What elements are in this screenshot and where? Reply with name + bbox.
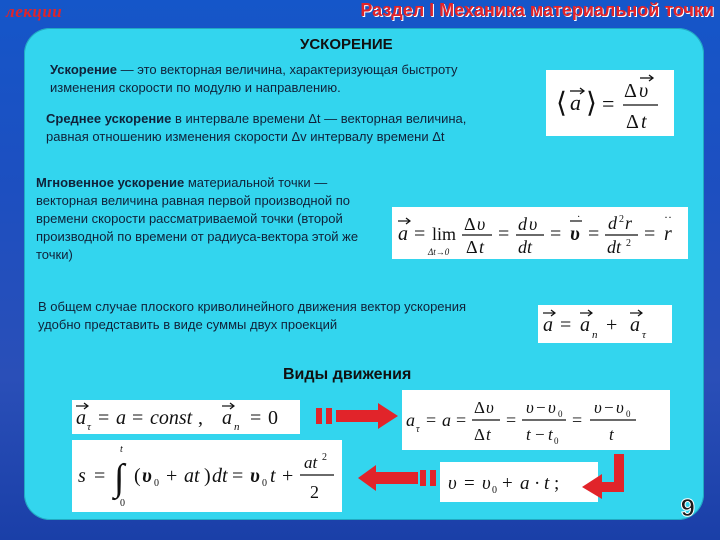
definition-acceleration-text: — это векторная величина, характеризующая быстроту изменения скорости по модулю и направлению. (50, 62, 458, 95)
svg-text:t: t (479, 237, 485, 257)
term-acceleration: Ускорение (50, 62, 118, 77)
svg-text:=: = (602, 91, 615, 116)
svg-text:Δ: Δ (474, 398, 485, 417)
svg-text:t: t (544, 473, 550, 494)
svg-text:2: 2 (619, 214, 624, 225)
svg-text:υ: υ (526, 398, 534, 417)
svg-text:=: = (426, 410, 437, 430)
svg-text:s: s (78, 465, 86, 487)
svg-text:dt: dt (212, 465, 228, 487)
svg-text:a: a (76, 407, 86, 429)
svg-text:dt: dt (607, 237, 622, 257)
svg-text:=: = (250, 407, 262, 429)
svg-text:a: a (442, 410, 451, 430)
svg-text:at: at (304, 453, 318, 472)
svg-text:υ: υ (639, 80, 649, 102)
svg-text:t: t (548, 425, 553, 444)
svg-text:Δt→0: Δt→0 (428, 247, 450, 257)
svg-text:): ) (204, 465, 211, 487)
svg-text:Δ: Δ (464, 214, 476, 234)
svg-text:a: a (520, 473, 530, 494)
svg-text:,: , (198, 407, 203, 429)
svg-text:υ: υ (482, 473, 491, 494)
page-number: 9 (680, 494, 696, 524)
svg-text:n: n (592, 329, 598, 341)
svg-text:=: = (550, 223, 562, 245)
svg-text:=: = (560, 314, 572, 336)
svg-text:r: r (625, 213, 633, 233)
svg-text:t: t (270, 465, 276, 487)
svg-text:−: − (604, 398, 614, 417)
svg-text:t: t (486, 425, 491, 444)
svg-text:Δ: Δ (474, 425, 485, 444)
svg-text:=: = (94, 465, 106, 487)
term-average-acceleration: Среднее ускорение (46, 111, 172, 126)
svg-text:2: 2 (322, 452, 327, 463)
svg-text:d: d (608, 213, 617, 233)
arrow-right-icon (316, 402, 400, 430)
svg-text:t: t (120, 444, 123, 455)
svg-text:0: 0 (626, 409, 631, 419)
svg-text:=: = (132, 407, 144, 429)
lecture-label: лекции (6, 2, 63, 21)
term-instant-acceleration: Мгновенное ускорение (36, 175, 185, 190)
svg-text:d: d (518, 214, 527, 234)
svg-text:+: + (282, 465, 294, 487)
svg-text:=: = (506, 410, 517, 430)
svg-text:·: · (534, 473, 541, 494)
svg-text:·: · (577, 212, 581, 223)
svg-text:0: 0 (558, 409, 563, 419)
definition-instant-acceleration (36, 174, 374, 264)
svg-text:0: 0 (154, 478, 159, 489)
svg-text:0: 0 (262, 478, 267, 489)
svg-text:=: = (572, 410, 583, 430)
definition-components: В общем случае плоского криволинейного движения вектор ускорения удобно представить в виде суммы двух проекций (38, 299, 467, 332)
svg-text:t: t (641, 111, 647, 133)
arrow-down-left-icon (578, 452, 630, 500)
svg-text:Δ: Δ (624, 80, 637, 102)
svg-text:υ: υ (486, 398, 494, 417)
svg-text:n: n (234, 421, 240, 433)
page-title: УСКОРЕНИЕ (300, 36, 393, 53)
svg-text:=: = (588, 223, 600, 245)
svg-text:υ: υ (570, 223, 580, 245)
svg-text:τ: τ (416, 424, 420, 435)
svg-text:2: 2 (310, 482, 319, 502)
svg-text:0: 0 (120, 498, 125, 509)
svg-text:υ: υ (250, 465, 260, 487)
svg-text:υ: υ (548, 398, 556, 417)
formula-path-integral (72, 440, 342, 512)
definition-average-acceleration (46, 110, 492, 146)
definition-instant-acceleration-text: материальной точки — векторная величина равная первой производной по времени скорости рассматриваемой точки (второй производной по времени от радиуса-вектора этой же точки) (36, 175, 359, 262)
svg-text:dt: dt (518, 237, 533, 257)
svg-text:a: a (116, 407, 126, 429)
svg-text:−: − (535, 425, 545, 444)
svg-text:at: at (184, 465, 200, 487)
svg-text:=: = (464, 473, 475, 494)
svg-text:υ: υ (594, 398, 602, 417)
svg-text:υ: υ (142, 465, 152, 487)
svg-text:+: + (166, 465, 178, 487)
svg-text:lim: lim (432, 224, 457, 244)
svg-text:0: 0 (268, 407, 278, 429)
svg-text:υ: υ (448, 473, 457, 494)
arrow-left-icon (356, 464, 436, 492)
svg-text:(: ( (134, 465, 141, 487)
svg-text:;: ; (554, 473, 560, 494)
svg-text:a: a (222, 407, 232, 429)
svg-text:=: = (456, 410, 467, 430)
svg-text:r: r (664, 223, 672, 245)
svg-text:⟨: ⟨ (556, 88, 567, 119)
svg-text:υ: υ (616, 398, 624, 417)
svg-text:τ: τ (642, 329, 646, 341)
svg-text:a: a (630, 314, 640, 336)
svg-text:2: 2 (626, 238, 631, 249)
formula-acceleration-components (538, 305, 672, 343)
svg-text:Δ: Δ (626, 111, 639, 133)
svg-text:=: = (644, 223, 656, 245)
svg-text:0: 0 (492, 485, 497, 496)
section-title: Раздел I Механика материальной точки (360, 0, 714, 20)
svg-text:=: = (232, 465, 244, 487)
svg-text:=: = (98, 407, 110, 429)
svg-text:τ: τ (87, 421, 91, 433)
svg-text:t: t (609, 425, 614, 444)
svg-text:Δ: Δ (466, 237, 478, 257)
svg-text:∫: ∫ (114, 457, 125, 499)
svg-text:const: const (150, 407, 193, 429)
svg-text:υ: υ (529, 214, 538, 234)
svg-text:=: = (498, 223, 510, 245)
formula-average-acceleration (546, 70, 674, 136)
svg-text:··: ·· (664, 210, 672, 224)
svg-text:υ: υ (477, 214, 486, 234)
definition-average-acceleration-text: в интервале времени Δt — векторная величина, равная отношению изменения скорости Δv интервалу времени Δt (46, 111, 467, 144)
definition-acceleration (50, 61, 500, 97)
svg-text:0: 0 (554, 436, 559, 446)
svg-text:a: a (406, 410, 415, 430)
formula-velocity (440, 462, 598, 502)
formula-tangential-acceleration (402, 390, 670, 450)
svg-text:=: = (414, 223, 426, 245)
formula-uniform-acceleration-condition (72, 400, 300, 434)
svg-text:a: a (580, 314, 590, 336)
svg-text:−: − (536, 398, 546, 417)
svg-text:a: a (398, 223, 408, 245)
formula-instant-acceleration (392, 207, 688, 259)
svg-text:+: + (502, 473, 513, 494)
motion-types-title: Виды движения (283, 366, 412, 383)
svg-text:a: a (543, 314, 553, 336)
svg-text:+: + (606, 314, 618, 336)
svg-text:⟩: ⟩ (586, 88, 597, 119)
svg-text:a: a (570, 90, 581, 115)
svg-text:t: t (526, 425, 531, 444)
